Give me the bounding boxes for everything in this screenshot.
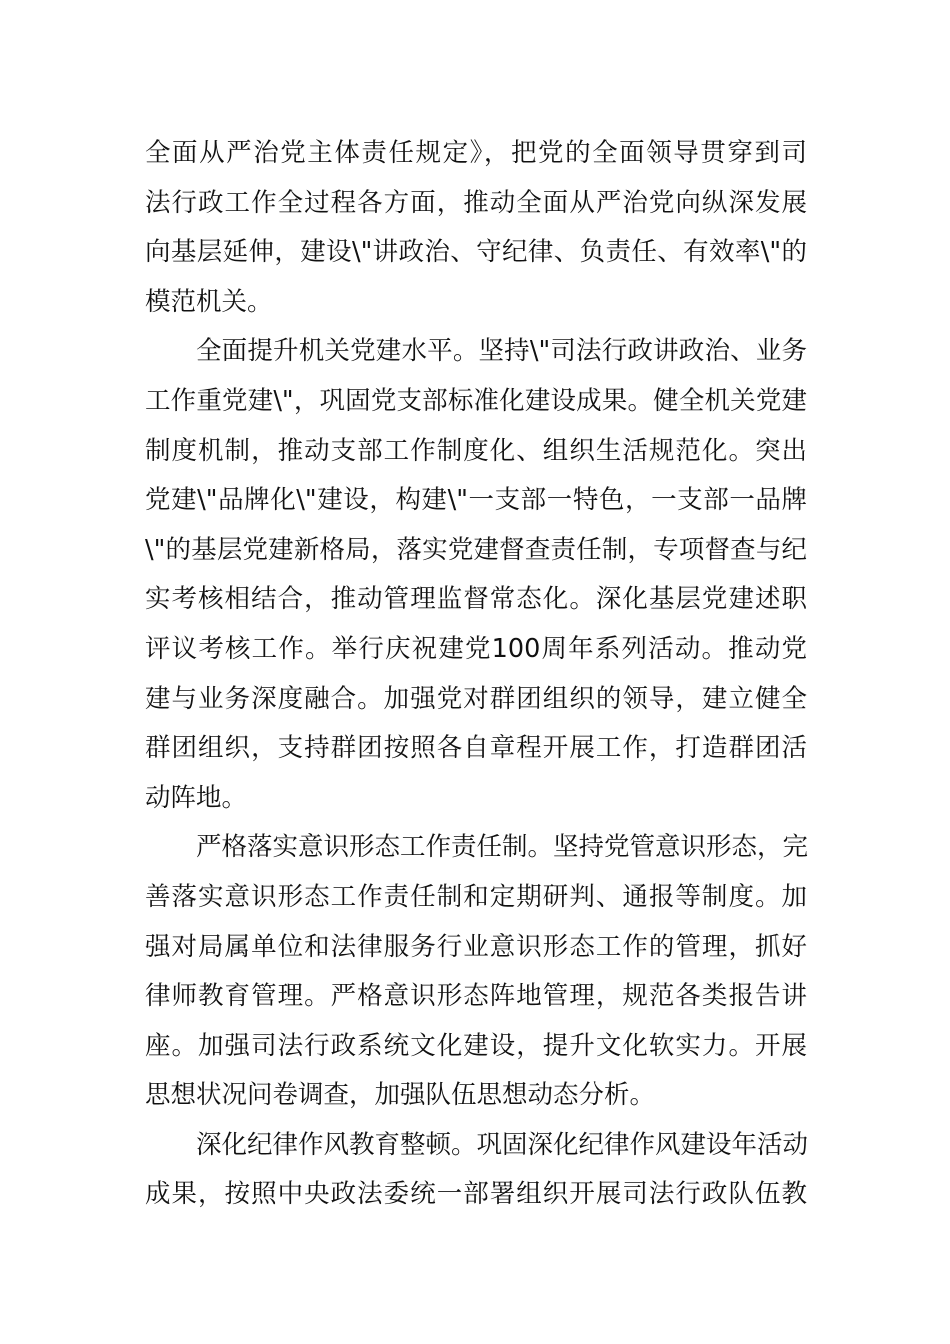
text-line: 善落实意识形态工作责任制和定期研判、通报等制度。加 [145,881,807,912]
text-line: 动阵地。 [145,782,248,813]
text-line: 党建\"品牌化\"建设，构建\"一支部一特色，一支部一品牌 [145,485,807,516]
text-line: 严格落实意识形态工作责任制。坚持党管意识形态，完 [196,832,809,863]
text-line: 思想状况问卷调查，加强队伍思想动态分析。 [145,1080,656,1111]
text-line: 建与业务深度融合。加强党对群团组织的领导，建立健全 [145,683,807,714]
text-line: 强对局属单位和法律服务行业意识形态工作的管理，抓好 [145,931,807,962]
text-line: 群团组织，支持群团按照各自章程开展工作，打造群团活 [145,733,807,764]
text-line: 法行政工作全过程各方面，推动全面从严治党向纵深发展 [145,187,807,218]
paragraph-4 [145,1121,807,1220]
text-line: 律师教育管理。严格意识形态阵地管理，规范各类报告讲 [145,981,807,1012]
text-line: \"的基层党建新格局，落实党建督查责任制，专项督查与纪 [145,534,807,565]
text-line: 深化纪律作风教育整顿。巩固深化纪律作风建设年活动 [196,1129,809,1160]
paragraph-3 [145,823,807,1121]
text-line: 实考核相结合，推动管理监督常态化。深化基层党建述职 [145,584,807,615]
text-line: 全面从严治党主体责任规定》，把党的全面领导贯穿到司 [145,138,807,168]
text-line: 制度机制，推动支部工作制度化、组织生活规范化。突出 [145,435,807,466]
text-line: 成果，按照中央政法委统一部署组织开展司法行政队伍教 [145,1179,807,1210]
paragraph-1 [145,129,807,327]
text-line: 评议考核工作。举行庆祝建党100周年系列活动。推动党 [145,633,807,664]
text-line: 全面提升机关党建水平。坚持\"司法行政讲政治、业务 [196,336,807,367]
text-line: 座。加强司法行政系统文化建设，提升文化软实力。开展 [145,1030,807,1061]
text-line: 工作重党建\"，巩固党支部标准化建设成果。健全机关党建 [145,385,807,416]
text-line: 模范机关。 [145,286,273,317]
document-body [145,129,807,1220]
text-line: 向基层延伸，建设\"讲政治、守纪律、负责任、有效率\"的 [145,237,807,268]
paragraph-2 [145,327,807,823]
